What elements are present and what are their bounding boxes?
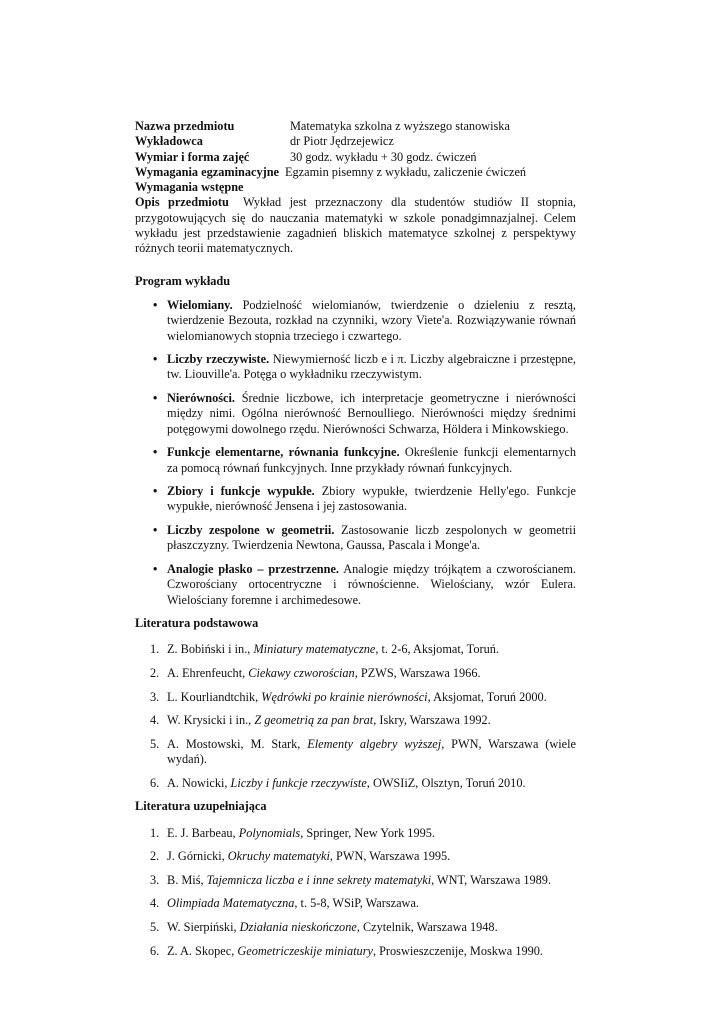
meta-label: Wykładowca: [135, 134, 203, 149]
item-publisher: , OWSIiZ, Olsztyn, Toruń 2010.: [366, 775, 526, 790]
item-authors: L. Kourliandtchik,: [167, 689, 262, 704]
literature-item: [135, 944, 576, 959]
meta-value: Matematyka szkolna z wyższego stanowiska: [290, 119, 510, 133]
item-number: 5.: [150, 736, 160, 751]
meta-value: dr Piotr Jędrzejewicz: [290, 134, 394, 149]
item-title: Ciekawy czworościan: [248, 665, 355, 680]
item-authors: J. Górnicki,: [167, 849, 228, 864]
item-authors: W. Sierpiński,: [167, 919, 240, 934]
program-item-text: Niewymierność liczb e i π. Liczby algebraiczne i przestępne, tw. Liouville'a. Potęga o wykładniku rzeczywistym.: [167, 352, 576, 382]
program-item-title: Funkcje elementarne, równania funkcyjne.: [167, 445, 400, 460]
literature-item: [135, 849, 576, 864]
item-number: 4.: [150, 896, 160, 911]
literature-item: [135, 920, 576, 935]
course-info: [135, 119, 576, 257]
meta-value: Egzamin pisemny z wykładu, zaliczenie ćwiczeń: [285, 164, 527, 179]
description-label: Opis przedmiotu: [135, 195, 229, 210]
meta-value: [244, 180, 576, 195]
item-publisher: , WNT, Warszawa 1989.: [431, 872, 552, 887]
meta-row-hours: [135, 150, 576, 165]
literature-item: [135, 642, 576, 657]
item-publisher: , Aksjomat, Toruń 2000.: [427, 689, 547, 704]
meta-label: Wymiar i forma zajęć: [135, 149, 250, 164]
item-title: Z geometrią za pan brat: [254, 713, 374, 728]
item-number: 5.: [150, 919, 160, 934]
item-authors: B. Miś,: [167, 872, 207, 887]
meta-label: Wymagania wstępne: [135, 180, 244, 195]
meta-value: 30 godz. wykładu + 30 godz. ćwiczeń: [290, 149, 477, 164]
supplementary-literature-heading: Literatura uzupełniająca: [135, 799, 267, 814]
description-text: Wykład jest przeznaczony dla studentów studiów II stopnia, przygotowujących się do nauczania matematyki w szkole ponadgimnazjalnej. Celem wykładu jest przedstawienie zagadnień bliskich matematyce szkolnej z perspektywy różnych teorii matematycznych.: [135, 195, 576, 256]
program-item-title: Liczby rzeczywiste.: [167, 352, 270, 367]
item-publisher: , Czytelnik, Warszawa 1948.: [356, 919, 498, 934]
item-number: 4.: [150, 713, 160, 728]
literature-item: [135, 896, 576, 911]
item-publisher: , PWN, Warszawa 1995.: [329, 849, 451, 864]
course-description: [135, 195, 576, 256]
meta-label: Wymagania egzaminacyjne: [135, 164, 280, 179]
literature-item: [135, 690, 576, 705]
program-item: [135, 523, 576, 554]
program-item-text: Określenie funkcji elementarnych za pomocą równań funkcyjnych. Inne przykłady równań funkcyjnych.: [167, 445, 576, 475]
program-item: [135, 391, 576, 437]
program-heading: Program wykładu: [135, 273, 231, 288]
literature-item: [135, 713, 576, 728]
program-list: [135, 298, 576, 608]
bullet-icon: •: [153, 484, 158, 499]
program-item-title: Liczby zespolone w geometrii.: [167, 523, 335, 538]
item-title: Geometriczeskije miniatury: [237, 943, 373, 958]
bullet-icon: •: [153, 297, 158, 312]
item-number: 3.: [150, 872, 160, 887]
program-item-text: Zastosowanie liczb zespolonych w geometrii płaszczyzny. Twierdzenia Newtona, Gaussa, Pascala i Monge'a.: [167, 523, 577, 553]
item-title: Olimpiada Matematyczna: [167, 896, 295, 911]
meta-row-course-name: [135, 119, 576, 134]
item-authors: A. Mostowski, M. Stark,: [167, 736, 308, 751]
supplementary-literature-list: [135, 826, 576, 959]
item-publisher: , Proswieszczenije, Moskwa 1990.: [372, 943, 544, 958]
item-authors: A. Ehrenfeucht,: [167, 665, 249, 680]
item-authors: A. Nowicki,: [167, 775, 231, 790]
item-title: Liczby i funkcje rzeczywiste: [230, 775, 367, 790]
bullet-icon: •: [153, 445, 158, 460]
item-publisher: , Iskry, Warszawa 1992.: [373, 713, 491, 728]
program-item-title: Wielomiany.: [167, 297, 233, 312]
item-number: 1.: [150, 642, 160, 657]
program-item-title: Nierówności.: [167, 391, 235, 406]
item-number: 2.: [150, 665, 160, 680]
literature-item: [135, 873, 576, 888]
item-number: 3.: [150, 689, 160, 704]
bullet-icon: •: [153, 561, 158, 576]
program-item-text: Analogie między trójkątem a czworościanem. Czworościany ortocentryczne i równościenne. Wielościany, wzór Eulera. Wielościany foremne i archimedesowe.: [167, 561, 576, 607]
item-title: Miniatury matematyczne: [253, 642, 376, 657]
item-publisher: , PZWS, Warszawa 1966.: [354, 665, 481, 680]
item-authors: Z. Bobiński i in.,: [167, 642, 254, 657]
program-item: [135, 484, 576, 515]
literature-item: [135, 666, 576, 681]
item-publisher: , Springer, New York 1995.: [300, 825, 435, 840]
program-item-text: Podzielność wielomianów, twierdzenie o dzieleniu z resztą, twierdzenie Bezouta, rozkład na czynniki, wzory Viete'a. Rozwiązywanie równań wielomianowych stopnia trzeciego i czwartego.: [167, 297, 576, 343]
item-number: 1.: [150, 825, 160, 840]
item-publisher: , t. 5-8, WSiP, Warszawa.: [294, 896, 419, 911]
literature-item: [135, 776, 576, 791]
program-item: [135, 352, 576, 383]
meta-row-exam: [135, 165, 576, 180]
item-number: 2.: [150, 849, 160, 864]
bullet-icon: •: [153, 523, 158, 538]
item-publisher: , PWN, Warszawa (wiele wydań).: [167, 736, 576, 767]
basic-literature-list: [135, 642, 576, 791]
basic-literature-heading: Literatura podstawowa: [135, 616, 259, 631]
item-title: Okruchy matematyki: [227, 849, 330, 864]
program-item-text: Zbiory wypukłe, twierdzenie Helly'ego. Funkcje wypukłe, nierówność Jensena i jej zastosowania.: [167, 484, 577, 514]
item-title: Polynomials: [238, 825, 301, 840]
bullet-icon: •: [153, 352, 158, 367]
literature-item: [135, 826, 576, 841]
item-title: Wędrówki po krainie nierówności: [261, 689, 428, 704]
literature-item: [135, 737, 576, 768]
program-item-text: Średnie liczbowe, ich interpretacje geometryczne i nierówności między nimi. Ogólna nierówność Bernoulliego. Nierówności między średnimi potęgowymi dowolnego rzędu. Nierówności Schwarza, Höldera i Minkowskiego.: [167, 391, 576, 436]
program-item: [135, 445, 576, 476]
item-number: 6.: [150, 943, 160, 958]
meta-label: Nazwa przedmiotu: [135, 119, 235, 133]
item-title: Elementy algebry wyższej: [307, 736, 442, 751]
item-number: 6.: [150, 775, 160, 790]
document-page: [135, 119, 576, 967]
item-authors: Z. A. Skopec,: [167, 943, 238, 958]
item-title: Tajemnicza liczba e i inne sekrety matematyki: [206, 872, 432, 887]
program-item: [135, 562, 576, 608]
bullet-icon: •: [153, 391, 158, 406]
item-authors: W. Krysicki i in.,: [167, 713, 255, 728]
item-authors: E. J. Barbeau,: [167, 825, 239, 840]
meta-row-lecturer: [135, 134, 576, 149]
program-item-title: Analogie płasko – przestrzenne.: [167, 561, 340, 576]
meta-row-prerequisites: [135, 180, 576, 195]
program-item: [135, 298, 576, 344]
item-title: Działania nieskończone: [239, 919, 357, 934]
program-item-title: Zbiory i funkcje wypukłe.: [167, 484, 315, 499]
item-publisher: , t. 2-6, Aksjomat, Toruń.: [375, 642, 499, 657]
